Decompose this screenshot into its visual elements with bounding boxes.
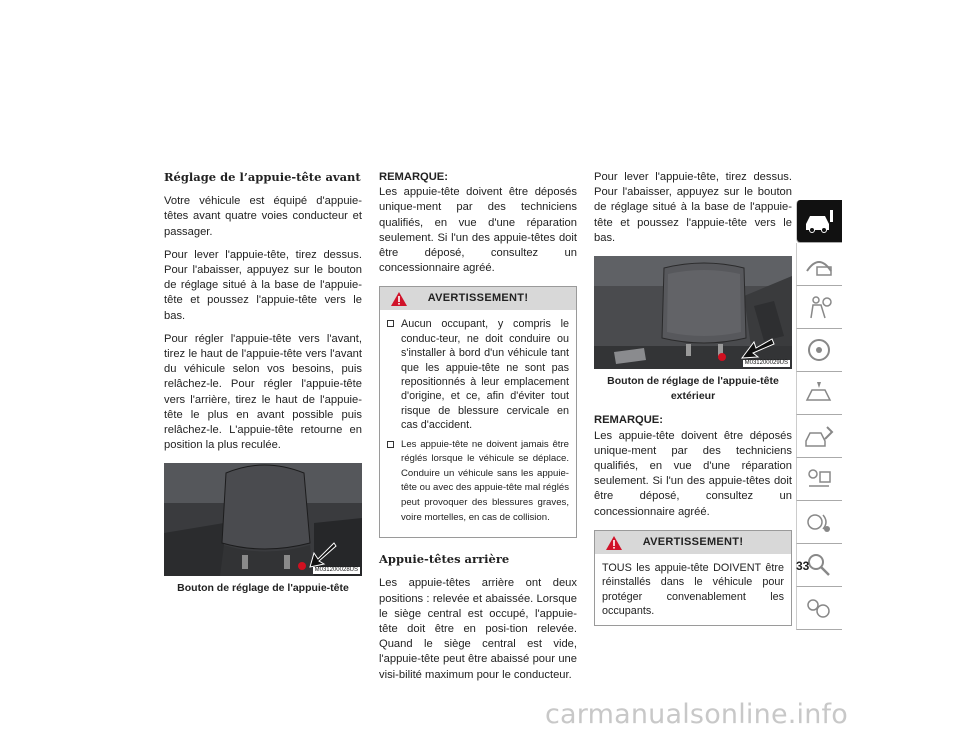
- paragraph: Pour lever l'appuie-tête, tirez dessus. Pour l'abaisser, appuyez sur le bouton de réglage situé à la base de l'appuie-tête et poussez l'appuie-tête vers le bas.: [594, 171, 792, 244]
- warning-triangle-icon: [605, 535, 623, 551]
- tab-seat-safety[interactable]: [796, 286, 842, 329]
- section-heading-rear-headrest: Appuie-têtes arrière: [379, 552, 510, 567]
- language-icon: [803, 593, 835, 623]
- figure-code: M031200029US: [744, 360, 788, 367]
- tab-language[interactable]: [796, 587, 842, 630]
- figure-caption: Bouton de réglage de l'appuie-tête extérieur: [607, 375, 779, 403]
- seat-safety-icon: [803, 292, 835, 322]
- warning-box: [379, 286, 577, 538]
- rear-headrest-photo: [594, 256, 792, 369]
- note-title: REMARQUE:: [379, 171, 448, 183]
- rear-headrest-illustration: [594, 256, 792, 369]
- front-headrest-illustration: [164, 463, 362, 576]
- warning-body: [380, 310, 576, 537]
- tab-specs[interactable]: [796, 458, 842, 501]
- warning-item: Les appuie-tête ne doivent jamais être réglés lorsque le véhicule se déplace. Conduire un véhicule sans les appuie-tête ou avec des appuie-tête mal réglés peut provoquer des blessures graves, voire mortelles, en cas de collision.: [387, 438, 569, 526]
- figure-code: M031200028US: [314, 567, 358, 574]
- watermark: carmanualsonline.info: [545, 699, 848, 730]
- dashboard-icon: [803, 249, 835, 279]
- multimedia-icon: [803, 507, 835, 537]
- square-bullet-icon: [387, 320, 394, 327]
- note-text: Les appuie-tête doivent être déposés unique-ment par des techniciens qualifiés, en vue d'une réparation seulement. Si l'un des appuie-têtes doit être déposé, consultez un concessionnaire agréé.: [379, 186, 577, 275]
- note-text: Les appuie-tête doivent être déposés unique-ment par des techniciens qualifiés, en vue d'une réparation seulement. Si l'un des appuie-têtes doit être déposé, consultez un concessionnaire agréé.: [594, 429, 792, 518]
- column-3: [594, 170, 792, 626]
- emergency-icon: [803, 378, 835, 408]
- warning-item: Aucun occupant, y compris le conduc-teur, ne doit conduire ou s'installer à bord d'un véhicule tant que les appuie-tête ne sont pas repositionnés à leur emplacement d'origine, et ce, afin d'éviter tout risque de blessure cervicale en cas d'accident.: [387, 317, 569, 432]
- paragraph: Pour lever l'appuie-tête, tirez dessus. Pour l'abaisser, appuyez sur le bouton de réglage situé à la base de l'appuie-tête et poussez l'appuie-tête vers le bas.: [164, 248, 362, 322]
- steering-icon: [803, 335, 835, 365]
- tab-emergency[interactable]: [796, 372, 842, 415]
- tab-multimedia[interactable]: [796, 501, 842, 544]
- square-bullet-icon: [387, 441, 394, 448]
- front-headrest-photo: [164, 463, 362, 576]
- page-number: 33: [796, 559, 810, 573]
- warning-body: [595, 554, 791, 626]
- note-title: REMARQUE:: [594, 414, 663, 427]
- car-info-icon: [803, 206, 835, 236]
- warning-box: [594, 530, 792, 627]
- paragraph: Pour régler l'appuie-tête vers l'avant, tirez le haut de l'appuie-tête vers l'avant du véhicule selon vos besoins, puis relâchez-le. Pour régler l'appuie-tête vers l'arrière, tirez le haut de l'appuie-tête le plus en avant possible puis relâchez-le. L'appuie-tête retourne en position la plus reculée.: [164, 332, 362, 452]
- warning-title: AVERTISSEMENT!: [427, 292, 529, 305]
- paragraph: Les appuie-têtes arrière ont deux positions : relevée et abaissée. Lorsque le siège central est occupé, l'appuie-tête doit être en posi-tion relevée. Quand le siège central est vide, l'appuie-tête peut être abaissé pour une visi-bilité maximum pour le conducteur.: [379, 577, 577, 681]
- tab-maintenance[interactable]: [796, 415, 842, 458]
- warning-text: TOUS les appuie-tête DOIVENT être réinstallés dans le véhicule pour protéger convenablement les occupants.: [602, 561, 784, 618]
- warning-header: [595, 531, 791, 554]
- warning-title: AVERTISSEMENT!: [642, 535, 744, 548]
- tab-car-info[interactable]: [796, 200, 842, 243]
- warning-triangle-icon: [390, 291, 408, 307]
- maintenance-icon: [803, 421, 835, 451]
- tab-steering[interactable]: [796, 329, 842, 372]
- column-1: [164, 170, 362, 597]
- specs-icon: [803, 464, 835, 494]
- figure-caption: Bouton de réglage de l'appuie-tête: [177, 582, 349, 595]
- paragraph: Votre véhicule est équipé d'appuie-têtes avant quatre voies conducteur et passager.: [164, 195, 362, 238]
- section-heading-front-headrest: Réglage de l’appuie-tête avant: [164, 170, 361, 184]
- column-2: [379, 170, 577, 691]
- tab-dashboard[interactable]: [796, 243, 842, 286]
- warning-header: [380, 287, 576, 310]
